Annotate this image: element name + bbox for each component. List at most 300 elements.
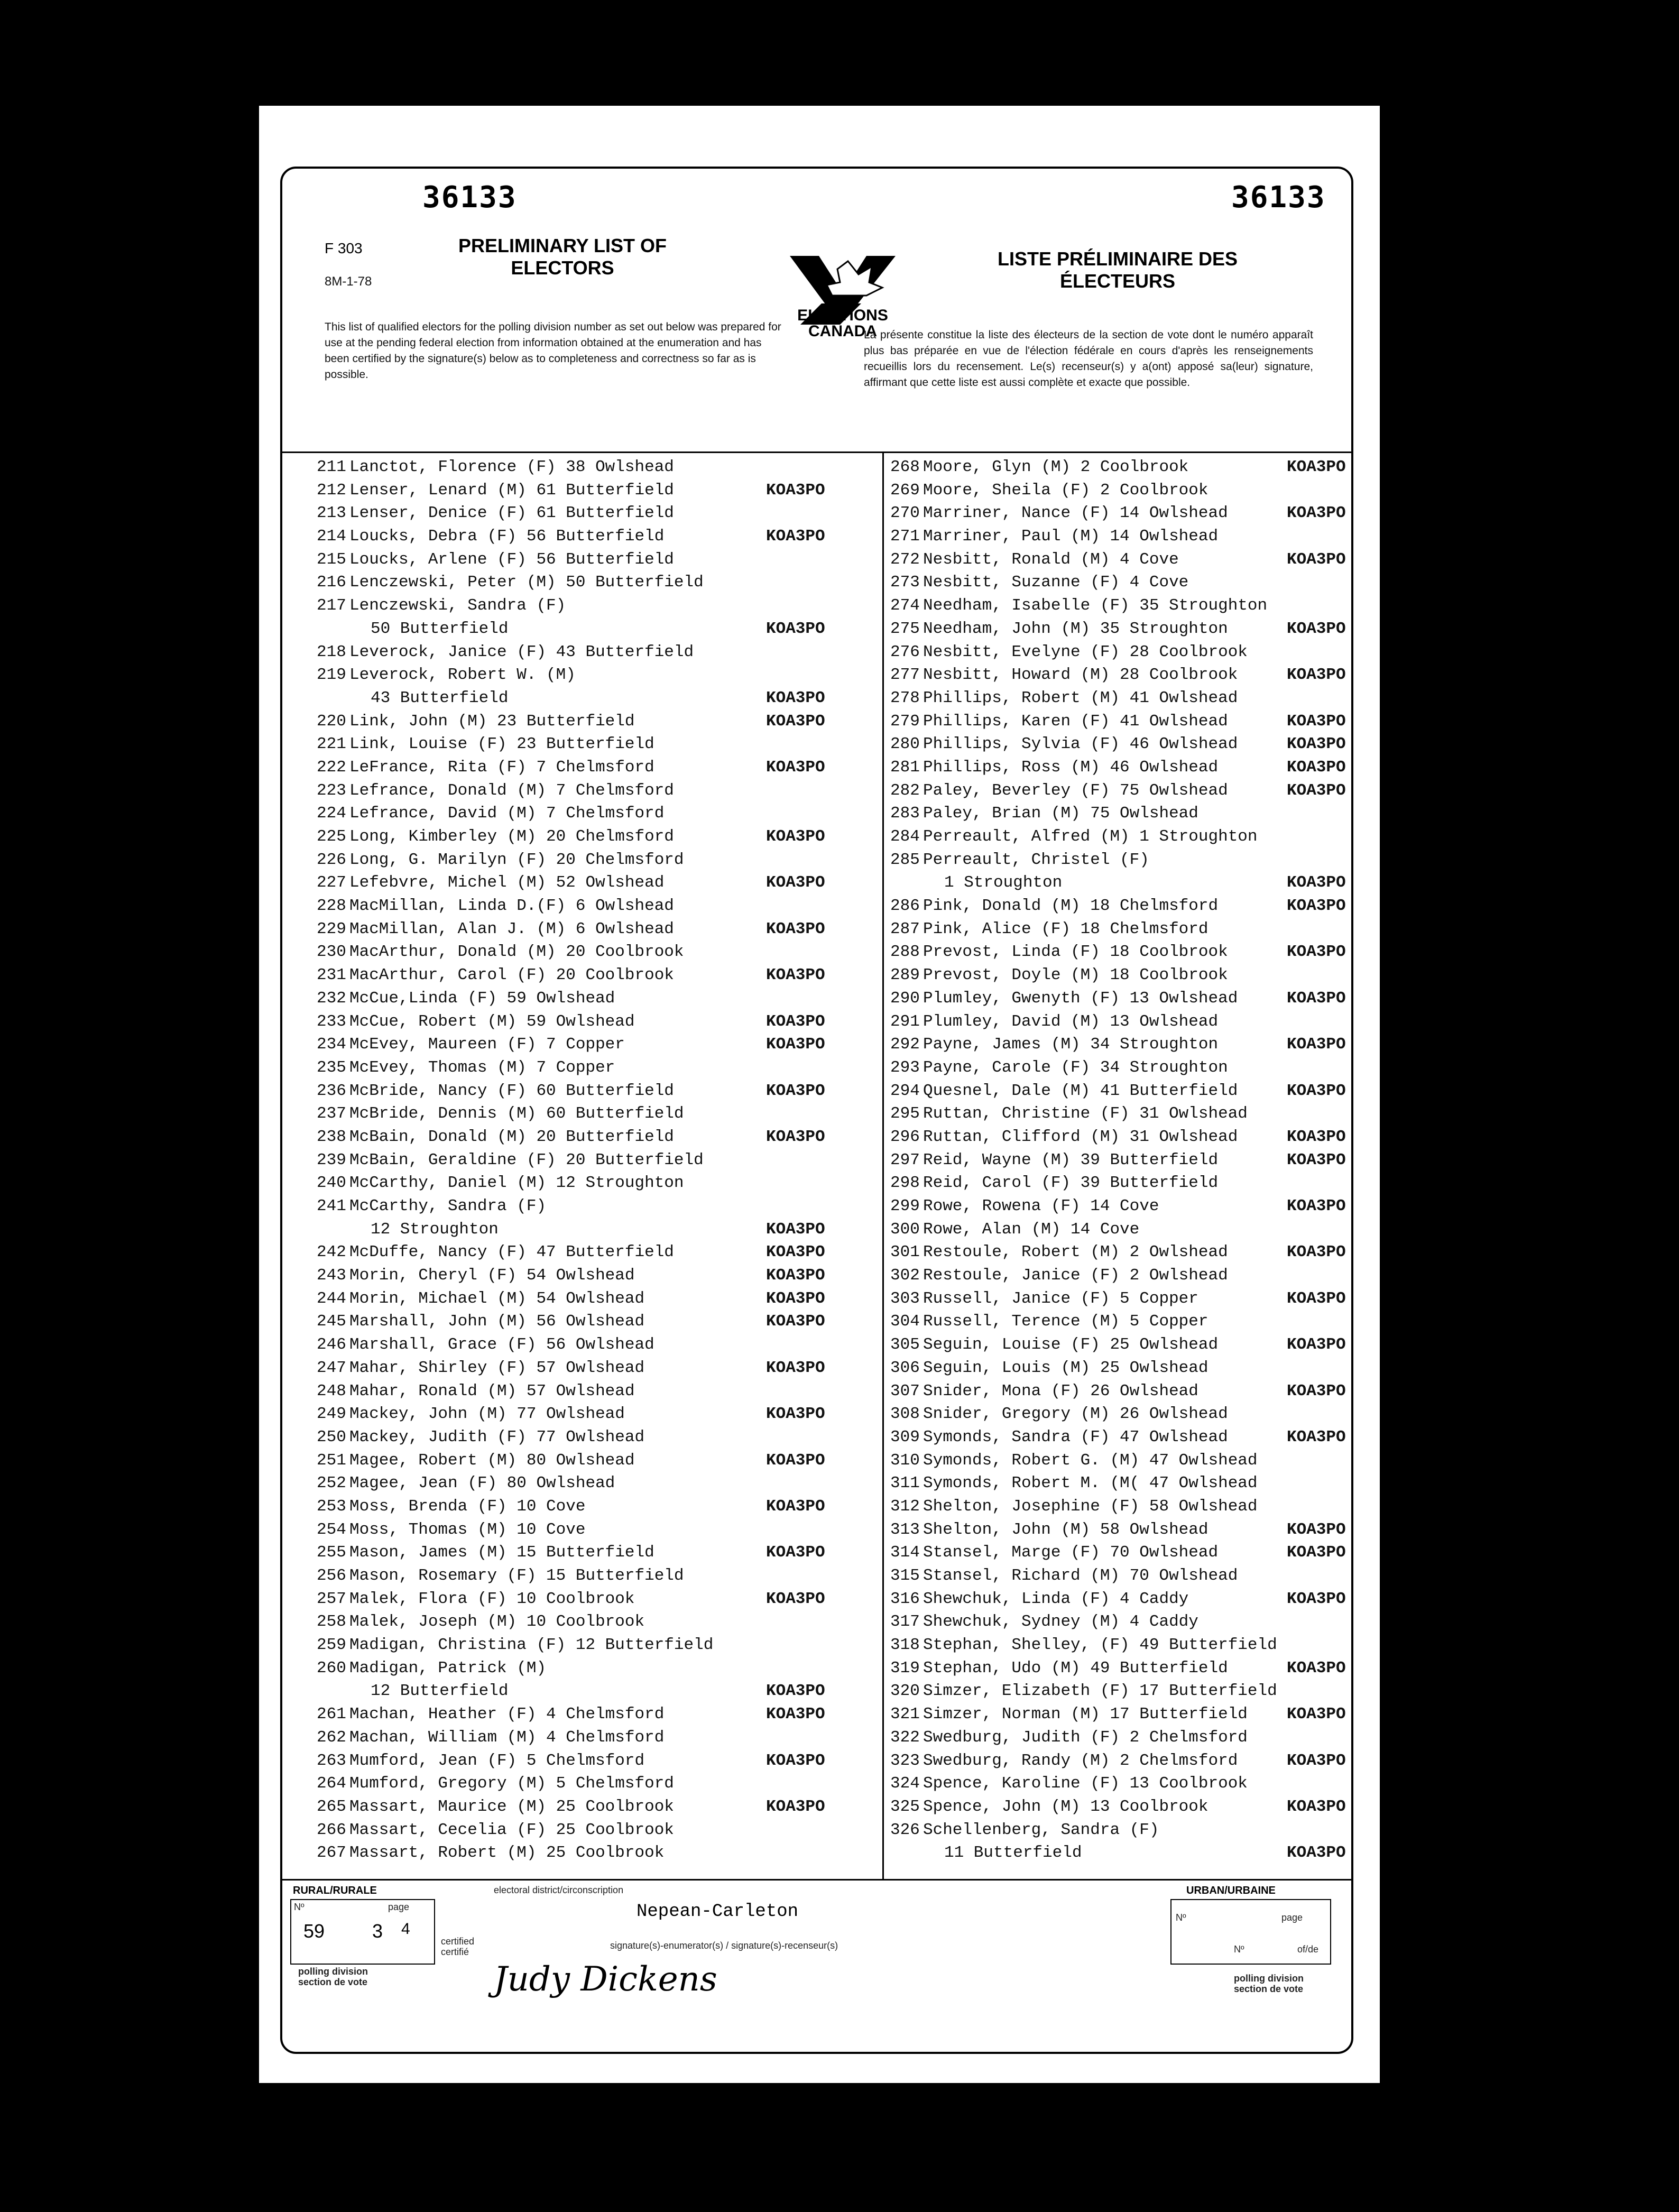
elector-number: 269	[890, 481, 920, 500]
elector-details: Madigan, Christina (F) 12 Butterfield	[349, 1636, 714, 1655]
elector-number: 227	[317, 873, 346, 892]
elector-entry	[317, 641, 877, 664]
elector-entry	[890, 502, 1350, 525]
elector-entry	[317, 594, 877, 617]
elector-number: 307	[890, 1381, 920, 1400]
elector-details: Snider, Mona (F) 26 Owlshead	[923, 1381, 1198, 1400]
elector-details: Shelton, John (M) 58 Owlshead	[923, 1520, 1208, 1539]
elector-number: 244	[317, 1289, 346, 1308]
elector-details: Malek, Flora (F) 10 Coolbrook	[349, 1589, 635, 1608]
postal-code: KOA3PO	[1287, 1658, 1346, 1678]
elector-number: 301	[890, 1243, 920, 1262]
elector-entry	[890, 1264, 1350, 1287]
elector-entry	[317, 1310, 877, 1333]
elector-entry	[317, 987, 877, 1010]
elector-number: 259	[317, 1636, 346, 1655]
elector-details: Seguin, Louis (M) 25 Owlshead	[923, 1358, 1208, 1377]
postal-code: KOA3PO	[1287, 1427, 1346, 1446]
elector-number: 247	[317, 1358, 346, 1377]
elector-entry	[890, 1010, 1350, 1034]
rural-polling-division-label: polling division section de vote	[298, 1966, 368, 1987]
elector-details: Russell, Terence (M) 5 Copper	[923, 1312, 1208, 1331]
elector-details: Magee, Jean (F) 80 Owlshead	[349, 1474, 615, 1493]
elector-entry	[317, 1749, 877, 1773]
elector-number: 241	[317, 1197, 346, 1215]
postal-code: KOA3PO	[766, 1289, 825, 1308]
elector-details: Prevost, Linda (F) 18 Coolbrook	[923, 943, 1228, 962]
elector-details: MacMillan, Alan J. (M) 6 Owlshead	[349, 919, 674, 938]
postal-code: KOA3PO	[766, 1451, 825, 1470]
elector-number: 278	[890, 688, 920, 707]
elector-details: Needham, Isabelle (F) 35 Stroughton	[923, 596, 1268, 615]
elector-number: 299	[890, 1197, 920, 1215]
form-frame	[280, 167, 1353, 2054]
elector-entry	[317, 1195, 877, 1218]
elector-number: 213	[317, 504, 346, 523]
elector-details: Massart, Maurice (M) 25 Coolbrook	[349, 1797, 674, 1816]
polling-division-number: 59	[303, 1920, 325, 1942]
postal-code: KOA3PO	[1287, 458, 1346, 476]
elector-details: Mason, Rosemary (F) 15 Butterfield	[349, 1566, 684, 1585]
elector-number: 308	[890, 1405, 920, 1424]
document-number-right: 36133	[1231, 180, 1326, 215]
elector-entry	[890, 1472, 1350, 1495]
elector-number: 314	[890, 1543, 920, 1562]
document-number-left: 36133	[422, 180, 517, 215]
elector-number: 262	[317, 1728, 346, 1747]
elector-details: McCue,Linda (F) 59 Owlshead	[349, 989, 615, 1008]
postal-code: KOA3PO	[1287, 1844, 1346, 1863]
page-number: 3	[372, 1920, 383, 1942]
elector-details: Marshall, John (M) 56 Owlshead	[349, 1312, 645, 1331]
elector-details: Spence, John (M) 13 Coolbrook	[923, 1797, 1208, 1816]
urban-label: URBAN/URBAINE	[1186, 1885, 1276, 1896]
elector-number: 214	[317, 527, 346, 546]
elector-entry	[317, 1472, 877, 1495]
elector-entry	[890, 641, 1350, 664]
electoral-district-name: Nepean-Carleton	[636, 1902, 799, 1922]
elector-details: Prevost, Doyle (M) 18 Coolbrook	[923, 966, 1228, 985]
elector-entry	[317, 1357, 877, 1380]
elector-entry	[890, 1726, 1350, 1749]
elector-entry	[317, 779, 877, 803]
elector-entry	[317, 1380, 877, 1403]
elector-number: 242	[317, 1243, 346, 1262]
elector-number: 256	[317, 1566, 346, 1585]
elector-entry	[890, 456, 1350, 479]
urban-no-label-2: Nº	[1234, 1944, 1244, 1955]
postal-code: KOA3PO	[1287, 619, 1346, 638]
elector-details: Magee, Robert (M) 80 Owlshead	[349, 1451, 635, 1470]
elector-number: 237	[317, 1104, 346, 1123]
elector-entry	[890, 1033, 1350, 1056]
postal-code: KOA3PO	[1287, 1589, 1346, 1608]
elector-entry	[890, 1380, 1350, 1403]
elector-details: McCue, Robert (M) 59 Owlshead	[349, 1012, 635, 1031]
elector-entry	[890, 663, 1350, 687]
elector-entry	[890, 479, 1350, 502]
elector-details: Stansel, Richard (M) 70 Owlshead	[923, 1566, 1238, 1585]
elector-details: Moss, Thomas (M) 10 Cove	[349, 1520, 586, 1539]
elector-number: 326	[890, 1820, 920, 1839]
elector-entry	[890, 710, 1350, 733]
elector-entry	[317, 571, 877, 594]
postal-code: KOA3PO	[1287, 1797, 1346, 1816]
elector-details: Snider, Gregory (M) 26 Owlshead	[923, 1405, 1228, 1424]
elector-number: 289	[890, 966, 920, 985]
elector-details: Massart, Robert (M) 25 Coolbrook	[349, 1844, 665, 1863]
elector-entry	[890, 1610, 1350, 1634]
elector-number: 268	[890, 458, 920, 476]
elector-number: 305	[890, 1335, 920, 1354]
elector-entry	[317, 1080, 877, 1103]
elector-details: Payne, Carole (F) 34 Stroughton	[923, 1058, 1228, 1077]
elector-details: Swedburg, Randy (M) 2 Chelmsford	[923, 1751, 1238, 1770]
postal-code: KOA3PO	[766, 1358, 825, 1377]
elector-details: Simzer, Norman (M) 17 Butterfield	[923, 1705, 1248, 1724]
elector-entry	[317, 1403, 877, 1426]
elector-number: 261	[317, 1705, 346, 1724]
postal-code: KOA3PO	[1287, 1243, 1346, 1262]
elector-number: 232	[317, 989, 346, 1008]
electoral-district-label: electoral district/circonscription	[494, 1885, 624, 1895]
elector-details: Restoule, Robert (M) 2 Owlshead	[923, 1243, 1228, 1262]
elector-entry	[890, 825, 1350, 849]
elector-details: Phillips, Sylvia (F) 46 Owlshead	[923, 735, 1238, 754]
elector-entry	[317, 1218, 877, 1241]
elector-number: 319	[890, 1658, 920, 1678]
elector-details: Paley, Beverley (F) 75 Owlshead	[923, 781, 1228, 800]
elector-details: Perreault, Christel (F)	[923, 850, 1149, 869]
elector-entry	[317, 1172, 877, 1195]
elector-details: 12 Stroughton	[371, 1220, 499, 1239]
elector-details: Shewchuk, Sydney (M) 4 Caddy	[923, 1612, 1198, 1632]
elector-number: 222	[317, 758, 346, 777]
elector-number: 309	[890, 1427, 920, 1446]
elector-entry	[317, 1518, 877, 1542]
postal-code: KOA3PO	[1287, 989, 1346, 1008]
elector-number: 267	[317, 1844, 346, 1863]
elector-details: Symonds, Robert G. (M) 47 Owlshead	[923, 1451, 1258, 1470]
elector-number: 288	[890, 943, 920, 962]
postal-code: KOA3PO	[1287, 1751, 1346, 1770]
elector-entry	[317, 663, 877, 687]
elector-details: Lanctot, Florence (F) 38 Owlshead	[349, 458, 674, 476]
elector-details: LeFrance, Rita (F) 7 Chelmsford	[349, 758, 654, 777]
elector-number: 258	[317, 1612, 346, 1632]
elector-number: 293	[890, 1058, 920, 1077]
elector-number: 303	[890, 1289, 920, 1308]
elector-entry	[890, 1680, 1350, 1703]
elector-entry	[317, 1449, 877, 1472]
elector-details: Massart, Cecelia (F) 25 Coolbrook	[349, 1820, 674, 1839]
elector-entry	[890, 1703, 1350, 1726]
elector-entry	[890, 756, 1350, 779]
elector-entry	[890, 779, 1350, 803]
elector-entry	[317, 1726, 877, 1749]
elector-details: Nesbitt, Suzanne (F) 4 Cove	[923, 573, 1189, 592]
elector-entry	[317, 687, 877, 710]
document-page	[259, 106, 1380, 2083]
elector-entry	[890, 525, 1350, 548]
postal-code: KOA3PO	[1287, 1081, 1346, 1100]
elector-details: Lefrance, David (M) 7 Chelmsford	[349, 804, 665, 823]
elector-entry	[890, 941, 1350, 964]
elector-entry	[317, 941, 877, 964]
postal-code: KOA3PO	[766, 1497, 825, 1516]
elector-number: 320	[890, 1682, 920, 1701]
elector-details: 1 Stroughton	[944, 873, 1063, 892]
elector-details: Long, G. Marilyn (F) 20 Chelmsford	[349, 850, 684, 869]
elector-details: McCarthy, Sandra (F)	[349, 1197, 547, 1215]
elector-details: Leverock, Janice (F) 43 Butterfield	[349, 642, 694, 661]
postal-code: KOA3PO	[1287, 1289, 1346, 1308]
elector-entry	[890, 1657, 1350, 1680]
elector-entry	[317, 1056, 877, 1080]
elector-details: Morin, Michael (M) 54 Owlshead	[349, 1289, 645, 1308]
elector-details: Shewchuk, Linda (F) 4 Caddy	[923, 1589, 1189, 1608]
elector-details: Pink, Alice (F) 18 Chelmsford	[923, 919, 1208, 938]
elector-number: 295	[890, 1104, 920, 1123]
elector-number: 312	[890, 1497, 920, 1516]
elector-entry	[890, 1333, 1350, 1357]
elector-details: Restoule, Janice (F) 2 Owlshead	[923, 1266, 1228, 1285]
elector-number: 280	[890, 735, 920, 754]
elector-details: McBain, Geraldine (F) 20 Butterfield	[349, 1150, 704, 1169]
elector-number: 226	[317, 850, 346, 869]
elector-details: Mumford, Jean (F) 5 Chelmsford	[349, 1751, 645, 1770]
elector-number: 264	[317, 1774, 346, 1793]
elector-details: MacArthur, Donald (M) 20 Coolbrook	[349, 943, 684, 962]
elector-number: 298	[890, 1174, 920, 1193]
elector-details: Marriner, Nance (F) 14 Owlshead	[923, 504, 1228, 523]
postal-code: KOA3PO	[766, 1127, 825, 1146]
postal-code: KOA3PO	[1287, 1520, 1346, 1539]
elector-details: Nesbitt, Evelyne (F) 28 Coolbrook	[923, 642, 1248, 661]
elector-number: 254	[317, 1520, 346, 1539]
elector-number: 324	[890, 1774, 920, 1793]
elector-number: 260	[317, 1658, 346, 1678]
certified-label: certified certifié	[441, 1936, 475, 1957]
elector-number: 219	[317, 666, 346, 685]
elector-entry	[317, 849, 877, 872]
elector-number: 271	[890, 527, 920, 546]
elector-entry	[317, 456, 877, 479]
elector-entry	[317, 1010, 877, 1034]
postal-code: KOA3PO	[1287, 1335, 1346, 1354]
urban-of-label: of/de	[1297, 1944, 1319, 1955]
elector-entry	[890, 687, 1350, 710]
elector-details: Link, John (M) 23 Butterfield	[349, 712, 635, 731]
elector-entry	[890, 849, 1350, 872]
elector-entry	[317, 525, 877, 548]
elector-details: Link, Louise (F) 23 Butterfield	[349, 735, 654, 754]
elector-entry	[890, 1495, 1350, 1518]
elector-details: Madigan, Patrick (M)	[349, 1658, 547, 1678]
elector-number: 325	[890, 1797, 920, 1816]
elector-entry	[890, 871, 1350, 895]
elector-number: 317	[890, 1612, 920, 1632]
elector-entry	[317, 964, 877, 987]
elector-number: 253	[317, 1497, 346, 1516]
elector-details: Shelton, Josephine (F) 58 Owlshead	[923, 1497, 1258, 1516]
elector-number: 286	[890, 897, 920, 916]
elector-number: 285	[890, 850, 920, 869]
elector-entry	[317, 617, 877, 641]
elector-details: Long, Kimberley (M) 20 Chelmsford	[349, 827, 674, 846]
elector-number: 300	[890, 1220, 920, 1239]
elector-details: McBride, Dennis (M) 60 Butterfield	[349, 1104, 684, 1123]
elector-entry	[317, 1819, 877, 1842]
elector-details: McBain, Donald (M) 20 Butterfield	[349, 1127, 674, 1146]
elector-number: 238	[317, 1127, 346, 1146]
elector-details: Symonds, Robert M. (M( 47 Owlshead	[923, 1474, 1258, 1493]
elector-details: Lefebvre, Michel (M) 52 Owlshead	[349, 873, 665, 892]
elector-number: 252	[317, 1474, 346, 1493]
form-code: F 303	[325, 240, 363, 256]
elector-entry	[890, 1218, 1350, 1241]
elector-number: 318	[890, 1636, 920, 1655]
elector-number: 223	[317, 781, 346, 800]
urban-no-label: Nº	[1176, 1912, 1186, 1923]
elector-entry	[890, 1403, 1350, 1426]
postal-code: KOA3PO	[1287, 1197, 1346, 1215]
title-french: LISTE PRÉLIMINAIRE DES ÉLECTEURS	[997, 248, 1238, 292]
postal-code: KOA3PO	[1287, 758, 1346, 777]
elector-details: Needham, John (M) 35 Stroughton	[923, 619, 1228, 638]
elector-entry	[317, 1795, 877, 1819]
elector-details: Rowe, Rowena (F) 14 Cove	[923, 1197, 1159, 1215]
elector-entry	[890, 1287, 1350, 1311]
elector-number: 216	[317, 573, 346, 592]
elector-number: 284	[890, 827, 920, 846]
elector-entry	[317, 1564, 877, 1588]
elector-number: 257	[317, 1589, 346, 1608]
elector-number: 236	[317, 1081, 346, 1100]
postal-code: KOA3PO	[766, 619, 825, 638]
elector-entry	[317, 802, 877, 825]
elector-entry	[890, 1102, 1350, 1126]
elector-details: McCarthy, Daniel (M) 12 Stroughton	[349, 1174, 684, 1193]
elector-details: Russell, Janice (F) 5 Copper	[923, 1289, 1198, 1308]
elector-details: Stephan, Udo (M) 49 Butterfield	[923, 1658, 1228, 1678]
elector-number: 220	[317, 712, 346, 731]
elector-details: Moore, Sheila (F) 2 Coolbrook	[923, 481, 1208, 500]
elector-entry	[890, 1772, 1350, 1795]
elector-entry	[890, 1819, 1350, 1842]
elector-number: 249	[317, 1405, 346, 1424]
elector-details: Paley, Brian (M) 75 Owlshead	[923, 804, 1198, 823]
elector-number: 215	[317, 550, 346, 569]
elector-entry	[317, 1588, 877, 1611]
elector-details: Swedburg, Judith (F) 2 Chelmsford	[923, 1728, 1248, 1747]
postal-code: KOA3PO	[766, 827, 825, 846]
elector-details: 43 Butterfield	[371, 688, 509, 707]
elector-number: 272	[890, 550, 920, 569]
elector-details: Mackey, John (M) 77 Owlshead	[349, 1405, 625, 1424]
postal-code: KOA3PO	[766, 1012, 825, 1031]
elector-details: Loucks, Arlene (F) 56 Butterfield	[349, 550, 674, 569]
elector-details: Symonds, Sandra (F) 47 Owlshead	[923, 1427, 1228, 1446]
elector-number: 230	[317, 943, 346, 962]
elector-entry	[890, 1749, 1350, 1773]
elector-entry	[890, 964, 1350, 987]
elector-details: Lefrance, Donald (M) 7 Chelmsford	[349, 781, 674, 800]
postal-code: KOA3PO	[1287, 712, 1346, 731]
elector-details: Pink, Donald (M) 18 Chelmsford	[923, 897, 1219, 916]
form-date: 8M-1-78	[325, 274, 372, 289]
elector-number: 282	[890, 781, 920, 800]
elector-number: 246	[317, 1335, 346, 1354]
elector-number: 228	[317, 897, 346, 916]
elector-number: 224	[317, 804, 346, 823]
elector-entry	[890, 1541, 1350, 1564]
elector-entry	[317, 756, 877, 779]
postal-code: KOA3PO	[1287, 1543, 1346, 1562]
elector-entry	[317, 1426, 877, 1449]
elector-number: 287	[890, 919, 920, 938]
elector-details: Marshall, Grace (F) 56 Owlshead	[349, 1335, 654, 1354]
elector-details: Mahar, Ronald (M) 57 Owlshead	[349, 1381, 635, 1400]
elector-number: 323	[890, 1751, 920, 1770]
elector-entry	[317, 1495, 877, 1518]
enumerator-signature: Judy Dickens	[494, 1960, 717, 1999]
postal-code: KOA3PO	[766, 1220, 825, 1239]
column-divider	[882, 451, 884, 1879]
elector-entry	[317, 918, 877, 941]
elector-entry	[890, 548, 1350, 572]
electors-right-column	[890, 456, 1350, 1865]
postal-code: KOA3PO	[766, 873, 825, 892]
elector-details: McEvey, Maureen (F) 7 Copper	[349, 1035, 625, 1054]
postal-code: KOA3PO	[766, 1797, 825, 1816]
elector-entry	[317, 479, 877, 502]
rural-page-label: page	[388, 1902, 410, 1912]
elector-details: Lenser, Denice (F) 61 Butterfield	[349, 504, 674, 523]
elector-entry	[890, 617, 1350, 641]
elector-number: 302	[890, 1266, 920, 1285]
elector-number: 273	[890, 573, 920, 592]
postal-code: KOA3PO	[766, 1589, 825, 1608]
postal-code: KOA3PO	[1287, 1381, 1346, 1400]
elector-details: Nesbitt, Howard (M) 28 Coolbrook	[923, 666, 1238, 685]
elector-number: 245	[317, 1312, 346, 1331]
elector-number: 292	[890, 1035, 920, 1054]
header-divider	[282, 451, 1351, 453]
postal-code: KOA3PO	[766, 1312, 825, 1331]
elector-details: Lenser, Lenard (M) 61 Butterfield	[349, 481, 674, 500]
elector-number: 270	[890, 504, 920, 523]
elector-number: 322	[890, 1728, 920, 1747]
elector-number: 306	[890, 1358, 920, 1377]
elector-number: 315	[890, 1566, 920, 1585]
elector-details: Ruttan, Christine (F) 31 Owlshead	[923, 1104, 1248, 1123]
elector-entry	[890, 1841, 1350, 1865]
elector-number: 313	[890, 1520, 920, 1539]
elector-details: 50 Butterfield	[371, 619, 509, 638]
elector-entry	[317, 1149, 877, 1172]
elector-number: 211	[317, 458, 346, 476]
elector-entry	[890, 1426, 1350, 1449]
elector-number: 290	[890, 989, 920, 1008]
elector-number: 321	[890, 1705, 920, 1724]
postal-code: KOA3PO	[766, 1243, 825, 1262]
elector-number: 212	[317, 481, 346, 500]
elector-details: 12 Butterfield	[371, 1682, 509, 1701]
elector-number: 248	[317, 1381, 346, 1400]
elector-entry	[317, 548, 877, 572]
elector-number: 266	[317, 1820, 346, 1839]
